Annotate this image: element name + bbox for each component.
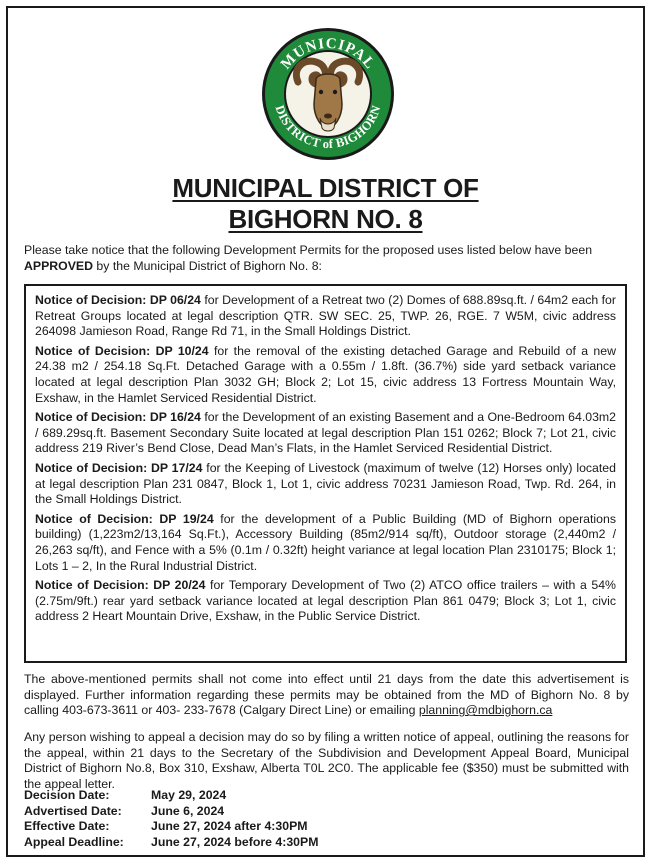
notice-label: Notice of Decision: DP 16/24 <box>35 410 201 425</box>
notice-text: for the Keeping of Livestock (maximum of twelve (12) Horses only) located at legal description Plan 231 0847, Block 1, Lot 1, civic address 70231 Jamieson Road, Twp. Rd. 264, in the Small Holdings District. <box>35 460 616 507</box>
notice-text: for the removal of the existing detached Garage and Rebuild of a new 24.38 m2 / 254.18 Sq.Ft. Detached Garage with a 0.55m / 1.8ft. (36.7%) side yard setback variance located at legal description Plan 3032 GH; Block 2; Lot 15, civic address 13 Fortress Mountain Way, Exshaw, in the Hamlet Serviced Residential District. <box>35 343 616 405</box>
logo-top-text: MUNICIPAL <box>278 35 379 73</box>
intro-text-after: by the Municipal District of Bighorn No. 8: <box>93 259 322 273</box>
notice-dp-20-24 <box>35 578 616 625</box>
notice-text: for the development of a Public Building (MD of Bighorn operations building) (1,223m2/13,164 Sq.Ft.), Accessory Building (85m2/914 sq/ft), Outdoor storage (2,440m2 / 26,263 sq/ft), and Fence with a 5% (0.1m / 0.32ft) height variance at legal location Plan 2310175; Block 1; Lots 1 – 2, In the Rural Industrial District. <box>35 511 616 573</box>
page-title <box>8 173 643 235</box>
municipal-logo <box>258 24 398 164</box>
date-label: Appeal Deadline: <box>24 834 124 849</box>
notice-text: for the Development of an existing Basement and a One-Bedroom 64.03m2 / 689.29sq.ft. Basement Secondary Suite located at legal description Plan 151 0262; Block 7; Lot 21, civic address 219 River’s Bend Close, Dead Man’s Flats, in the Hamlet Serviced Residential District. <box>35 410 616 456</box>
date-value: June 6, 2024 <box>151 803 225 818</box>
notice-label: Notice of Decision: DP 19/24 <box>35 511 214 526</box>
effective-info-paragraph <box>24 672 629 719</box>
notice-dp-10-24 <box>35 344 616 406</box>
appeal-info-paragraph: Any person wishing to appeal a decision may do so by filing a written notice of appeal, outlining the reasons for the appeal, within 21 days to the Secretary of the Subdivision and Development Appeal Board, Municipal District of Bighorn No.8, Box 310, Exshaw, Alberta T0L 2C0. The applicable fee ($350) must be submitted with the appeal letter. <box>24 730 629 791</box>
notice-label: Notice of Decision: DP 17/24 <box>35 460 203 475</box>
notices-box <box>24 284 627 663</box>
title-line-2: BIGHORN NO. 8 <box>228 204 423 234</box>
date-row-appeal-deadline <box>24 835 424 851</box>
date-row-effective <box>24 819 424 835</box>
date-row-decision <box>24 788 424 804</box>
bighorn-logo-icon <box>258 24 398 164</box>
date-value: June 27, 2024 after 4:30PM <box>151 819 308 834</box>
date-label: Decision Date: <box>24 788 110 802</box>
date-value: May 29, 2024 <box>151 788 227 802</box>
date-value: June 27, 2024 before 4:30PM <box>151 834 319 849</box>
notice-dp-16-24 <box>35 410 616 457</box>
notice-text: for Temporary Development of Two (2) ATCO office trailers – with a 54% (2.75m/9ft.) rear yard setback variance located at legal description Plan 861 0479; Block 3; Lot 1, civic address 2 Heart Mountain Drive, Exshaw, in the Public Service District. <box>35 578 616 624</box>
notice-frame <box>6 6 645 857</box>
logo-bottom-text: DISTRICT of BIGHORN <box>272 103 384 152</box>
planning-email-link[interactable]: planning@mdbighorn.ca <box>418 703 553 718</box>
intro-paragraph <box>24 242 629 274</box>
notice-dp-19-24 <box>35 512 616 574</box>
approved-emphasis: APPROVED <box>24 259 94 273</box>
date-row-advertised <box>24 804 424 820</box>
date-label: Advertised Date: <box>24 803 122 818</box>
effective-info-text: The above-mentioned permits shall not come into effect until 21 days from the date this advertisement is displayed. Further information regarding these permits may be obtained from the MD of Bighorn No. 8 by calling 403-673-3611 or 403- 233-7678 (Calgary Direct Line) or emailing <box>24 672 629 718</box>
date-label: Effective Date: <box>24 819 110 834</box>
notice-label: Notice of Decision: DP 20/24 <box>35 578 206 593</box>
notice-dp-17-24 <box>35 461 616 508</box>
dates-list <box>24 788 424 850</box>
title-line-1: MUNICIPAL DISTRICT OF <box>172 173 479 203</box>
notice-label: Notice of Decision: DP 10/24 <box>35 343 209 358</box>
notice-text: for Development of a Retreat two (2) Domes of 688.89sq.ft. / 64m2 each for Retreat Groups located at legal description QTR. SW SEC. 25, TWP. 26, RGE. 7 W5M, civic address 264098 Jamieson Road, Range Rd 71, in the Small Holdings District. <box>35 293 616 339</box>
intro-text-before: Please take notice that the following Development Permits for the proposed uses listed below have been <box>24 243 593 257</box>
notice-label: Notice of Decision: DP 06/24 <box>35 293 201 307</box>
notice-dp-06-24 <box>35 293 616 340</box>
